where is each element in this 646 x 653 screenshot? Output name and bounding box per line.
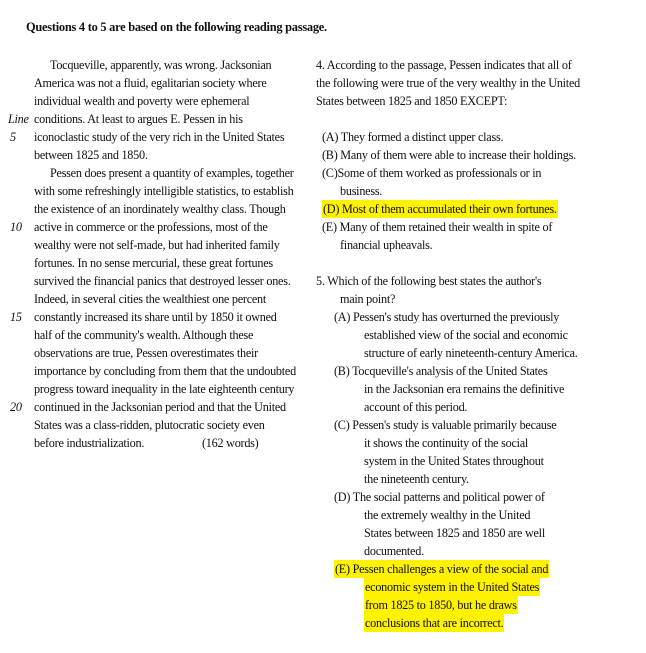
passage-line xyxy=(0,200,300,218)
question-4-option[interactable]: (D) Most of them accumulated their own fortunes. xyxy=(323,202,557,216)
passage-line xyxy=(0,344,300,362)
passage-line xyxy=(0,254,300,272)
question-4-stem: States between 1825 and 1850 EXCEPT: xyxy=(316,94,508,108)
passage-line xyxy=(0,380,300,398)
passage-line xyxy=(0,74,300,92)
passage-line xyxy=(0,56,300,74)
question-5-option[interactable]: (D) The social patterns and political power of xyxy=(334,490,545,504)
questions-header: Questions 4 to 5 are based on the following reading passage. xyxy=(26,20,327,34)
passage-text: conditions. At least to argues E. Pessen in his xyxy=(34,112,243,126)
passage-text: with some refreshingly intelligible statistics, to establish xyxy=(34,184,294,198)
question-5-stem: 5. Which of the following best states the author's xyxy=(316,274,542,288)
passage-text: wealthy were not self-made, but had inherited family xyxy=(34,238,280,252)
question-5-option[interactable]: (B) Tocqueville's analysis of the United States xyxy=(334,364,548,378)
passage-line xyxy=(0,272,300,290)
passage-line xyxy=(0,182,300,200)
passage-text: Tocqueville, apparently, was wrong. Jacksonian xyxy=(50,58,272,72)
question-5-option[interactable]: conclusions that are incorrect. xyxy=(365,616,504,630)
passage-text: iconoclastic study of the very rich in the United States xyxy=(34,130,285,144)
passage-line xyxy=(0,164,300,182)
passage-text: before industrialization. xyxy=(34,436,145,450)
questions-column xyxy=(316,56,626,632)
question-5-option[interactable]: system in the United States throughout xyxy=(364,454,544,468)
line-number: 5 xyxy=(10,130,16,144)
passage-text: States was a class-ridden, plutocratic society even xyxy=(34,418,265,432)
passage-line xyxy=(0,290,300,308)
passage-text: Pessen does present a quantity of examples, together xyxy=(50,166,294,180)
passage-text: America was not a fluid, egalitarian society where xyxy=(34,76,267,90)
question-4-option[interactable]: (C)Some of them worked as professionals or in xyxy=(322,166,542,180)
passage-text: survived the financial panics that destroyed lesser ones. xyxy=(34,274,291,288)
question-4-stem: the following were true of the very wealthy in the United xyxy=(316,76,580,90)
passage-text: constantly increased its share until by 1850 it owned xyxy=(34,310,277,324)
passage-text: importance by concluding from them that the undoubted xyxy=(34,364,296,378)
passage-line xyxy=(0,416,300,434)
question-5-option[interactable]: the extremely wealthy in the United xyxy=(364,508,531,522)
question-5-option[interactable]: States between 1825 and 1850 are well xyxy=(364,526,545,540)
question-5-option[interactable]: (C) Pessen's study is valuable primarily because xyxy=(334,418,557,432)
passage-text: continued in the Jacksonian period and that the United xyxy=(34,400,286,414)
passage-line xyxy=(0,110,300,128)
question-5-option[interactable]: in the Jacksonian era remains the definitive xyxy=(364,382,565,396)
passage-line xyxy=(0,326,300,344)
question-5-option[interactable]: (A) Pessen's study has overturned the previously xyxy=(334,310,560,324)
question-5-option[interactable]: the nineteenth century. xyxy=(364,472,469,486)
passage-line xyxy=(0,308,300,326)
question-5-option[interactable]: from 1825 to 1850, but he draws xyxy=(365,598,517,612)
passage-line xyxy=(0,236,300,254)
passage-line xyxy=(0,128,300,146)
question-4-option[interactable]: financial upheavals. xyxy=(340,238,433,252)
question-4-option[interactable]: (E) Many of them retained their wealth in spite of xyxy=(322,220,553,234)
question-4-option[interactable]: (B) Many of them were able to increase their holdings. xyxy=(322,148,576,162)
question-5-option[interactable]: (E) Pessen challenges a view of the social and xyxy=(335,562,549,576)
word-count: (162 words) xyxy=(202,436,259,450)
passage-line xyxy=(0,218,300,236)
question-4-option[interactable]: (A) They formed a distinct upper class. xyxy=(322,130,504,144)
passage-text: between 1825 and 1850. xyxy=(34,148,148,162)
question-4-option[interactable]: business. xyxy=(340,184,383,198)
question-5-option[interactable]: established view of the social and economic xyxy=(364,328,568,342)
question-4-stem: 4. According to the passage, Pessen indicates that all of xyxy=(316,58,572,72)
question-5-option[interactable]: it shows the continuity of the social xyxy=(364,436,529,450)
passage-text: Indeed, in several cities the wealthiest one percent xyxy=(34,292,266,306)
passage-text: progress toward inequality in the late eighteenth century xyxy=(34,382,295,396)
reading-passage xyxy=(0,56,300,452)
question-5-option[interactable]: documented. xyxy=(364,544,424,558)
line-number: 10 xyxy=(10,220,22,234)
question-5-option[interactable]: account of this period. xyxy=(364,400,468,414)
line-number: 20 xyxy=(10,400,22,414)
passage-line xyxy=(0,398,300,416)
question-5-stem: main point? xyxy=(340,292,396,306)
passage-line xyxy=(0,146,300,164)
line-number: 15 xyxy=(10,310,22,324)
line-number: Line xyxy=(8,112,29,126)
passage-text: individual wealth and poverty were ephemeral xyxy=(34,94,250,108)
question-5-option[interactable]: structure of early nineteenth-century America. xyxy=(364,346,578,360)
passage-line xyxy=(0,434,300,452)
passage-text: the existence of an inordinately wealthy class. Though xyxy=(34,202,286,216)
passage-text: half of the community's wealth. Although these xyxy=(34,328,254,342)
passage-text: fortunes. In no sense mercurial, these great fortunes xyxy=(34,256,273,270)
passage-line xyxy=(0,92,300,110)
passage-line xyxy=(0,362,300,380)
question-5-option[interactable]: economic system in the United States xyxy=(365,580,540,594)
passage-text: active in commerce or the professions, most of the xyxy=(34,220,268,234)
passage-text: observations are true, Pessen overestimates their xyxy=(34,346,258,360)
